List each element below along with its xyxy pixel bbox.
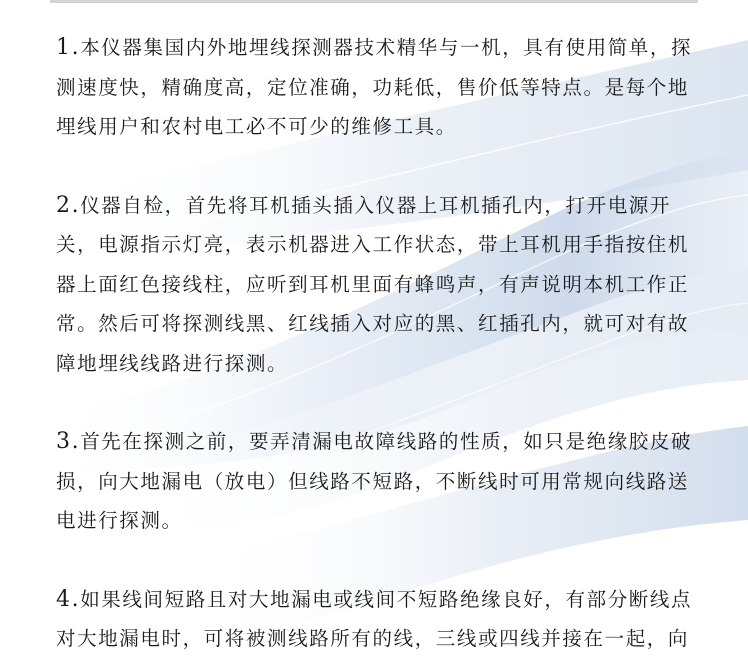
paragraph-3-number: 3. <box>56 429 81 454</box>
paragraph-4-line-1: 如果线间短路且对大地漏电或线间不短路绝缘良好，有部分断线点 <box>80 587 693 611</box>
instruction-text <box>56 28 704 659</box>
paragraph-3 <box>56 422 704 541</box>
paragraph-1-line-1: 本仪器集国内外地埋线探测器技术精华与一机，具有使用简单，探 <box>80 36 693 59</box>
paragraph-2-line-5: 障地埋线线路进行探测。 <box>56 351 289 375</box>
paragraph-2-line-4: 常。然后可将探测线黑、红线插入对应的黑、红插孔内，就可对有故 <box>56 312 690 335</box>
paragraph-1-line-3: 埋线用户和农村电工必不可少的维修工具。 <box>56 115 457 138</box>
paragraph-4-number: 4. <box>56 586 81 612</box>
paragraph-3-line-3: 电进行探测。 <box>56 509 183 532</box>
paragraph-2-line-2: 关，电源指示灯亮，表示机器进入工作状态，带上耳机用手指按住机 <box>56 233 690 256</box>
paragraph-2 <box>56 186 704 384</box>
paragraph-2-line-1: 仪器自检，首先将耳机插头插入仪器上耳机插孔内，打开电源开 <box>80 193 672 217</box>
paragraph-4-line-2: 对大地漏电时，可将被测线路所有的线，三线或四线并接在一起，向 <box>56 627 690 650</box>
paragraph-1-number: 1. <box>56 35 81 60</box>
paragraph-2-line-3: 器上面红色接线柱，应听到耳机里面有蜂鸣声，有声说明本机工作正 <box>56 272 690 296</box>
top-divider <box>50 0 698 3</box>
paragraph-1 <box>56 28 704 147</box>
paragraph-3-line-2: 损，向大地漏电（放电）但线路不短路，不断线时可用常规向线路送 <box>56 469 690 493</box>
paragraph-4 <box>56 580 704 659</box>
paragraph-3-line-1: 首先在探测之前，要弄清漏电故障线路的性质，如只是绝缘胶皮破 <box>80 430 693 453</box>
paragraph-1-line-2: 测速度快，精确度高，定位准确，功耗低，售价低等特点。是每个地 <box>56 75 690 99</box>
paragraph-2-number: 2. <box>56 192 81 218</box>
